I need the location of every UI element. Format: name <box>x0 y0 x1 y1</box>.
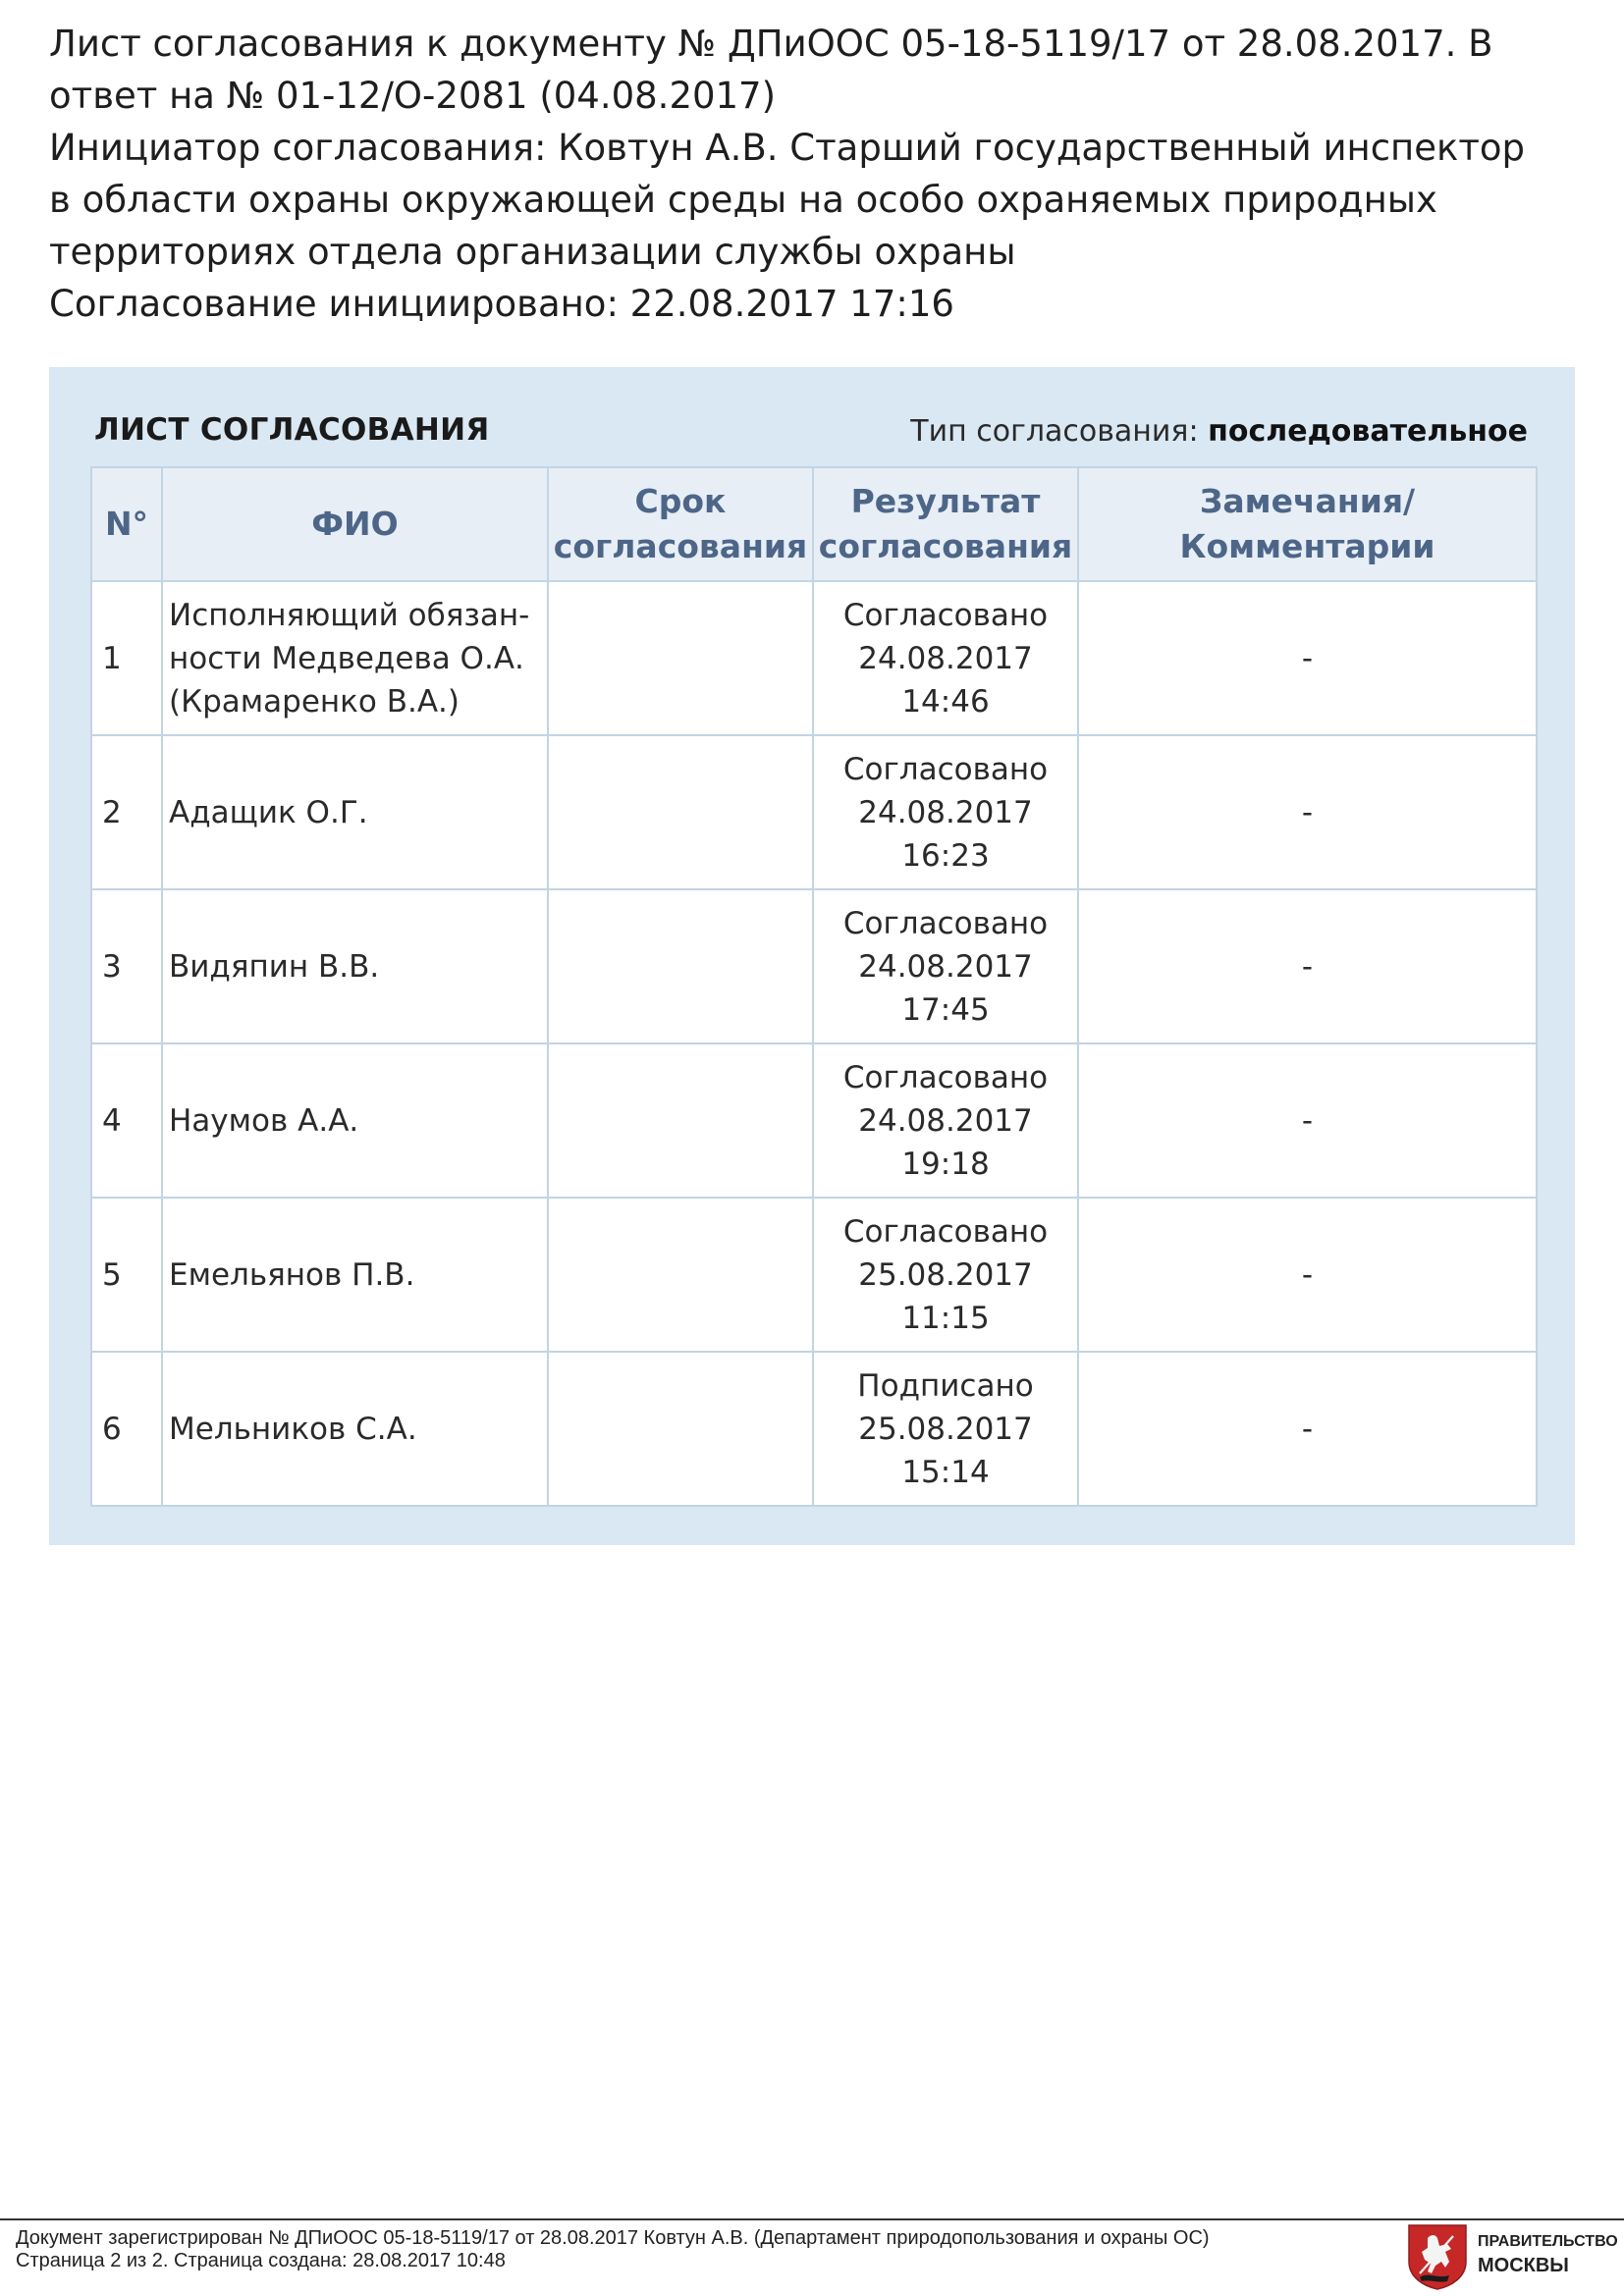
result-result: Согласовано <box>842 905 1049 941</box>
result-date: 24.08.2017 <box>858 1102 1033 1139</box>
column-header-comments: Замечания/Комментарии <box>1078 467 1537 581</box>
row-number: 4 <box>91 1043 162 1198</box>
header-title-line: Лист согласования к документу № ДПиООС 05-18-5119/17 от 28.08.2017. В <box>49 23 1493 65</box>
approval-table <box>90 466 1538 1507</box>
row-term <box>548 1043 813 1198</box>
result-result: Подписано <box>857 1367 1034 1404</box>
row-result <box>813 735 1078 889</box>
header-initiator-line: Инициатор согласования: Ковтун А.В. Старший государственный инспектор <box>49 127 1526 169</box>
fio-line: ности Медведева О.А. <box>169 640 524 676</box>
fio-line: Адащик О.Г. <box>169 794 368 830</box>
row-term <box>548 889 813 1043</box>
row-result <box>813 1352 1078 1506</box>
row-fio <box>162 581 548 735</box>
row-comment: - <box>1078 1198 1537 1352</box>
row-number: 5 <box>91 1198 162 1352</box>
footer-page-info: Страница 2 из 2. Страница создана: 28.08.2017 10:48 <box>16 2250 506 2271</box>
footer-divider <box>0 2218 1624 2220</box>
result-result: Согласовано <box>842 1059 1049 1095</box>
row-number: 6 <box>91 1352 162 1506</box>
fio-line: (Крамаренко В.А.) <box>169 683 460 720</box>
logo-caption-line1: ПРАВИТЕЛЬСТВО <box>1478 2233 1618 2250</box>
fio-line: Исполняющий обязан- <box>169 597 530 633</box>
approval-type <box>910 414 1528 449</box>
row-fio <box>162 1352 548 1506</box>
header-initiator-line: в области охраны окружающей среды на особо охраняемых природных <box>49 179 1437 221</box>
header-initiator-line: территориях отдела организации службы охраны <box>49 231 1016 273</box>
result-time: 14:46 <box>901 683 990 720</box>
table-row <box>91 581 1537 735</box>
footer-registration <box>16 2227 1210 2272</box>
logo-caption-line2: МОСКВЫ <box>1478 2255 1569 2276</box>
column-header-term-line: Срок <box>634 482 727 520</box>
row-comment: - <box>1078 1352 1537 1506</box>
table-row <box>91 1352 1537 1506</box>
result-time: 16:23 <box>901 837 990 874</box>
fio-line: Наумов А.А. <box>169 1102 359 1139</box>
result-result: Согласовано <box>842 1213 1049 1250</box>
row-result <box>813 1198 1078 1352</box>
result-date: 24.08.2017 <box>858 948 1033 985</box>
result-date: 25.08.2017 <box>858 1411 1033 1447</box>
table-row <box>91 1198 1537 1352</box>
column-header-result-line: согласования <box>818 527 1073 565</box>
logo-caption <box>1478 2231 1618 2278</box>
table-row <box>91 1043 1537 1198</box>
fio-line: Видяпин В.В. <box>169 948 380 985</box>
row-fio <box>162 1198 548 1352</box>
row-number: 3 <box>91 889 162 1043</box>
fio-line: Емельянов П.В. <box>169 1256 415 1293</box>
table-row <box>91 735 1537 889</box>
row-fio <box>162 735 548 889</box>
result-result: Согласовано <box>842 597 1049 633</box>
row-term <box>548 581 813 735</box>
approval-type-value: последовательное <box>1208 414 1528 449</box>
column-header-term-line: согласования <box>553 527 808 565</box>
result-date: 24.08.2017 <box>858 794 1033 830</box>
result-date: 25.08.2017 <box>858 1256 1033 1293</box>
row-result <box>813 889 1078 1043</box>
row-term <box>548 1352 813 1506</box>
approval-type-label: Тип согласования: <box>910 414 1199 449</box>
row-comment: - <box>1078 581 1537 735</box>
result-time: 11:15 <box>901 1300 990 1336</box>
row-fio <box>162 1043 548 1198</box>
row-number: 2 <box>91 735 162 889</box>
result-time: 15:14 <box>901 1454 990 1490</box>
panel-title: ЛИСТ СОГЛАСОВАНИЯ <box>94 412 490 448</box>
row-term <box>548 735 813 889</box>
row-result <box>813 581 1078 735</box>
table-row <box>91 889 1537 1043</box>
result-date: 24.08.2017 <box>858 640 1033 676</box>
table-header-row <box>91 467 1537 581</box>
column-header-fio: ФИО <box>162 467 548 581</box>
row-term <box>548 1198 813 1352</box>
result-time: 19:18 <box>901 1146 990 1182</box>
result-result: Согласовано <box>842 751 1049 787</box>
footer-registration-line: Документ зарегистрирован № ДПиООС 05-18-5119/17 от 28.08.2017 Ковтун А.В. (Департамент природопользования и охраны ОС) <box>16 2227 1210 2249</box>
header-title-line: ответ на № 01-12/О-2081 (04.08.2017) <box>49 75 777 117</box>
fio-line: Мельников С.А. <box>169 1411 417 1447</box>
result-time: 17:45 <box>901 991 990 1028</box>
document-header <box>49 18 1581 330</box>
row-comment: - <box>1078 1043 1537 1198</box>
row-comment: - <box>1078 889 1537 1043</box>
column-header-term <box>548 467 813 581</box>
moscow-coat-of-arms-icon <box>1406 2222 1469 2291</box>
row-comment: - <box>1078 735 1537 889</box>
column-header-num: N° <box>91 467 162 581</box>
header-initiated-date: Согласование инициировано: 22.08.2017 17:16 <box>49 283 954 325</box>
approval-sheet-panel <box>49 367 1575 1545</box>
column-header-result-line: Результат <box>850 482 1041 520</box>
column-header-result <box>813 467 1078 581</box>
row-fio <box>162 889 548 1043</box>
row-number: 1 <box>91 581 162 735</box>
row-result <box>813 1043 1078 1198</box>
